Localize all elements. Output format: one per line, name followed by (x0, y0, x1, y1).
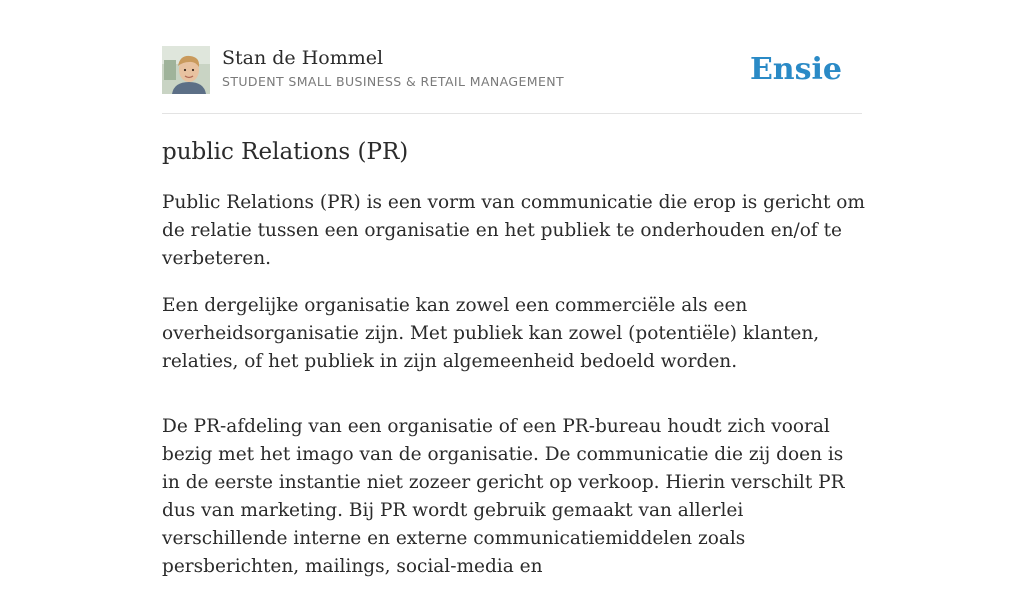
author-header (162, 46, 862, 114)
paragraph: Een dergelijke organisatie kan zowel een commerciële als een overheidsorganisatie zijn. Met publiek kan zowel (potentiële) klanten, relaties, of het publiek in zijn algemeenheid bedoeld worden. (162, 295, 820, 372)
article-card (162, 46, 865, 577)
paragraph: De PR-afdeling van een organisatie of een PR-bureau houdt zich vooral bezig met het imago van de organisatie. De communicatie die zij doen is in de eerste instantie niet zozeer gericht op verkoop. Hierin verschilt PR dus van marketing. Bij PR wordt gebruik gemaakt van allerlei verschillende interne en externe communicatiemiddelen zoals persberichten, mailings, social-media en (162, 416, 845, 577)
author-role: STUDENT SMALL BUSINESS & RETAIL MANAGEMENT (222, 74, 565, 89)
paragraph: Public Relations (PR) is een vorm van communicatie die erop is gericht om de relatie tussen een organisatie en het publiek te onderhouden en/of te verbeteren. (162, 192, 865, 269)
brand-logo[interactable]: Ensie (749, 52, 842, 87)
avatar-photo (162, 46, 210, 94)
avatar[interactable] (162, 46, 210, 94)
article-title: public Relations (PR) (162, 139, 409, 165)
article-body (162, 189, 866, 600)
author-name[interactable]: Stan de Hommel (222, 47, 384, 69)
